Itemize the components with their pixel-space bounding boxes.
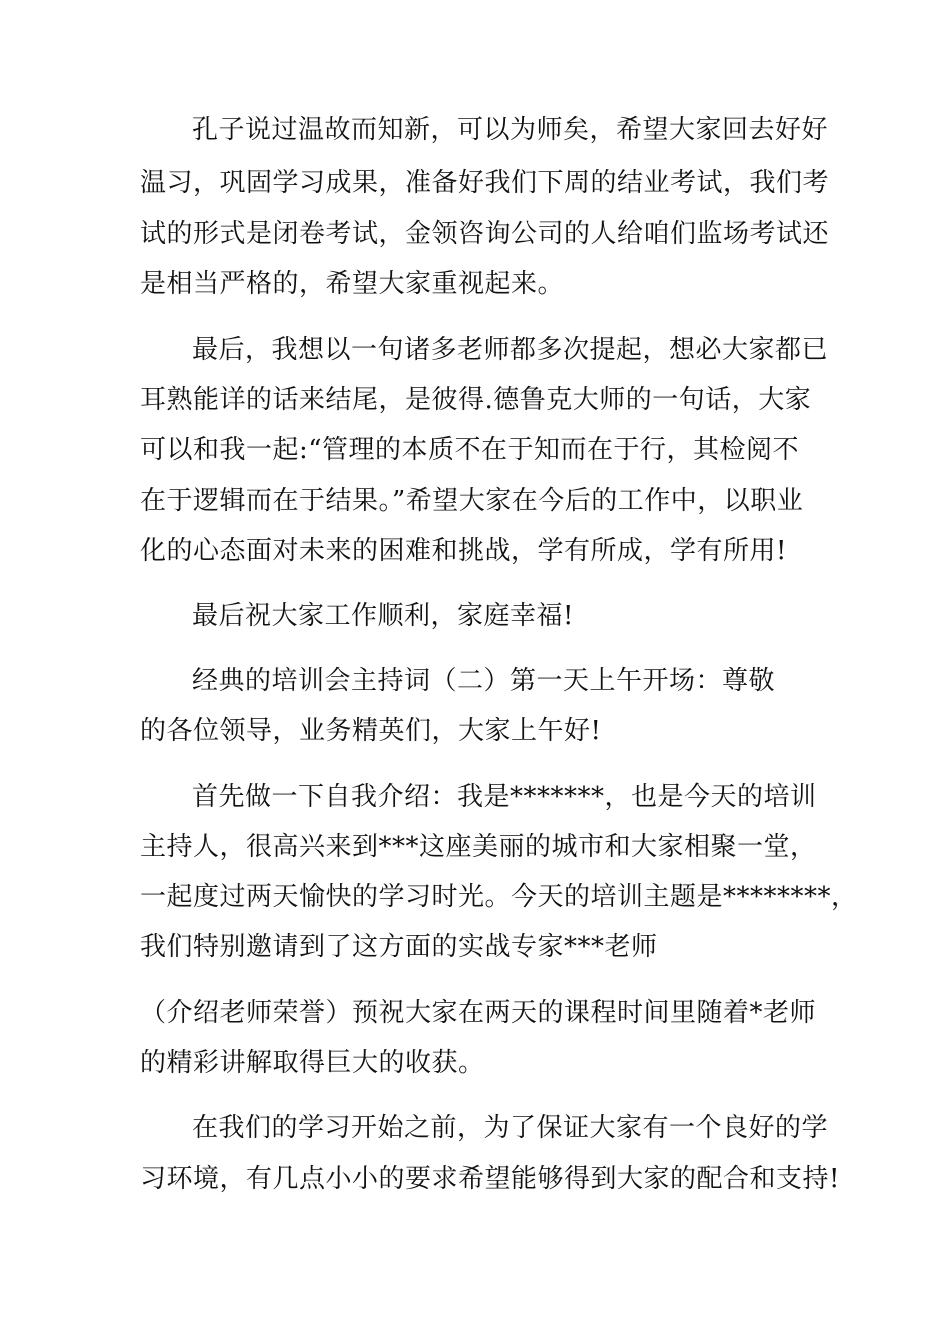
text-line: 孔子说过温故而知新，可以为师矣，希望大家回去好好 <box>192 115 829 145</box>
text-line: 一起度过两天愉快的学习时光。今天的培训主题是********， <box>140 882 858 912</box>
text-line: 习环境，有几点小小的要求希望能够得到大家的配合和支持! <box>140 1164 840 1194</box>
text-line: （介绍老师荣誉）预祝大家在两天的课程时间里随着*老师 <box>140 998 817 1028</box>
text-line: 在于逻辑而在于结果。”希望大家在今后的工作中，以职业 <box>140 486 804 516</box>
text-line: 最后祝大家工作顺利，家庭幸福! <box>192 601 574 631</box>
text-line: 化的心态面对未来的困难和挑战，学有所成，学有所用! <box>140 536 787 566</box>
text-line: 经典的培训会主持词（二）第一天上午开场：尊敬 <box>192 666 776 696</box>
text-line: 温习，巩固学习成果，准备好我们下周的结业考试，我们考 <box>140 168 830 198</box>
text-line: 最后，我想以一句诸多老师都多次提起，想必大家都已 <box>192 335 829 365</box>
text-line: 试的形式是闭卷考试，金领咨询公司的人给咱们监场考试还 <box>140 219 830 249</box>
text-line: 的精彩讲解取得巨大的收获。 <box>140 1048 485 1078</box>
text-line: 耳熟能详的话来结尾，是彼得.德鲁克大师的一句话，大家 <box>140 385 812 415</box>
text-line: 主持人，很高兴来到***这座美丽的城市和大家相聚一堂， <box>140 832 817 862</box>
text-line: 可以和我一起:“管理的本质不在于知而在于行，其检阅不 <box>140 435 800 465</box>
text-line: 我们特别邀请到了这方面的实战专家***老师 <box>140 932 658 962</box>
text-line: 在我们的学习开始之前，为了保证大家有一个良好的学 <box>192 1113 829 1143</box>
text-line: 是相当严格的，希望大家重视起来。 <box>140 269 565 299</box>
text-line: 的各位领导，业务精英们，大家上午好! <box>140 716 602 746</box>
text-line: 首先做一下自我介绍：我是*******，也是今天的培训 <box>192 782 817 812</box>
